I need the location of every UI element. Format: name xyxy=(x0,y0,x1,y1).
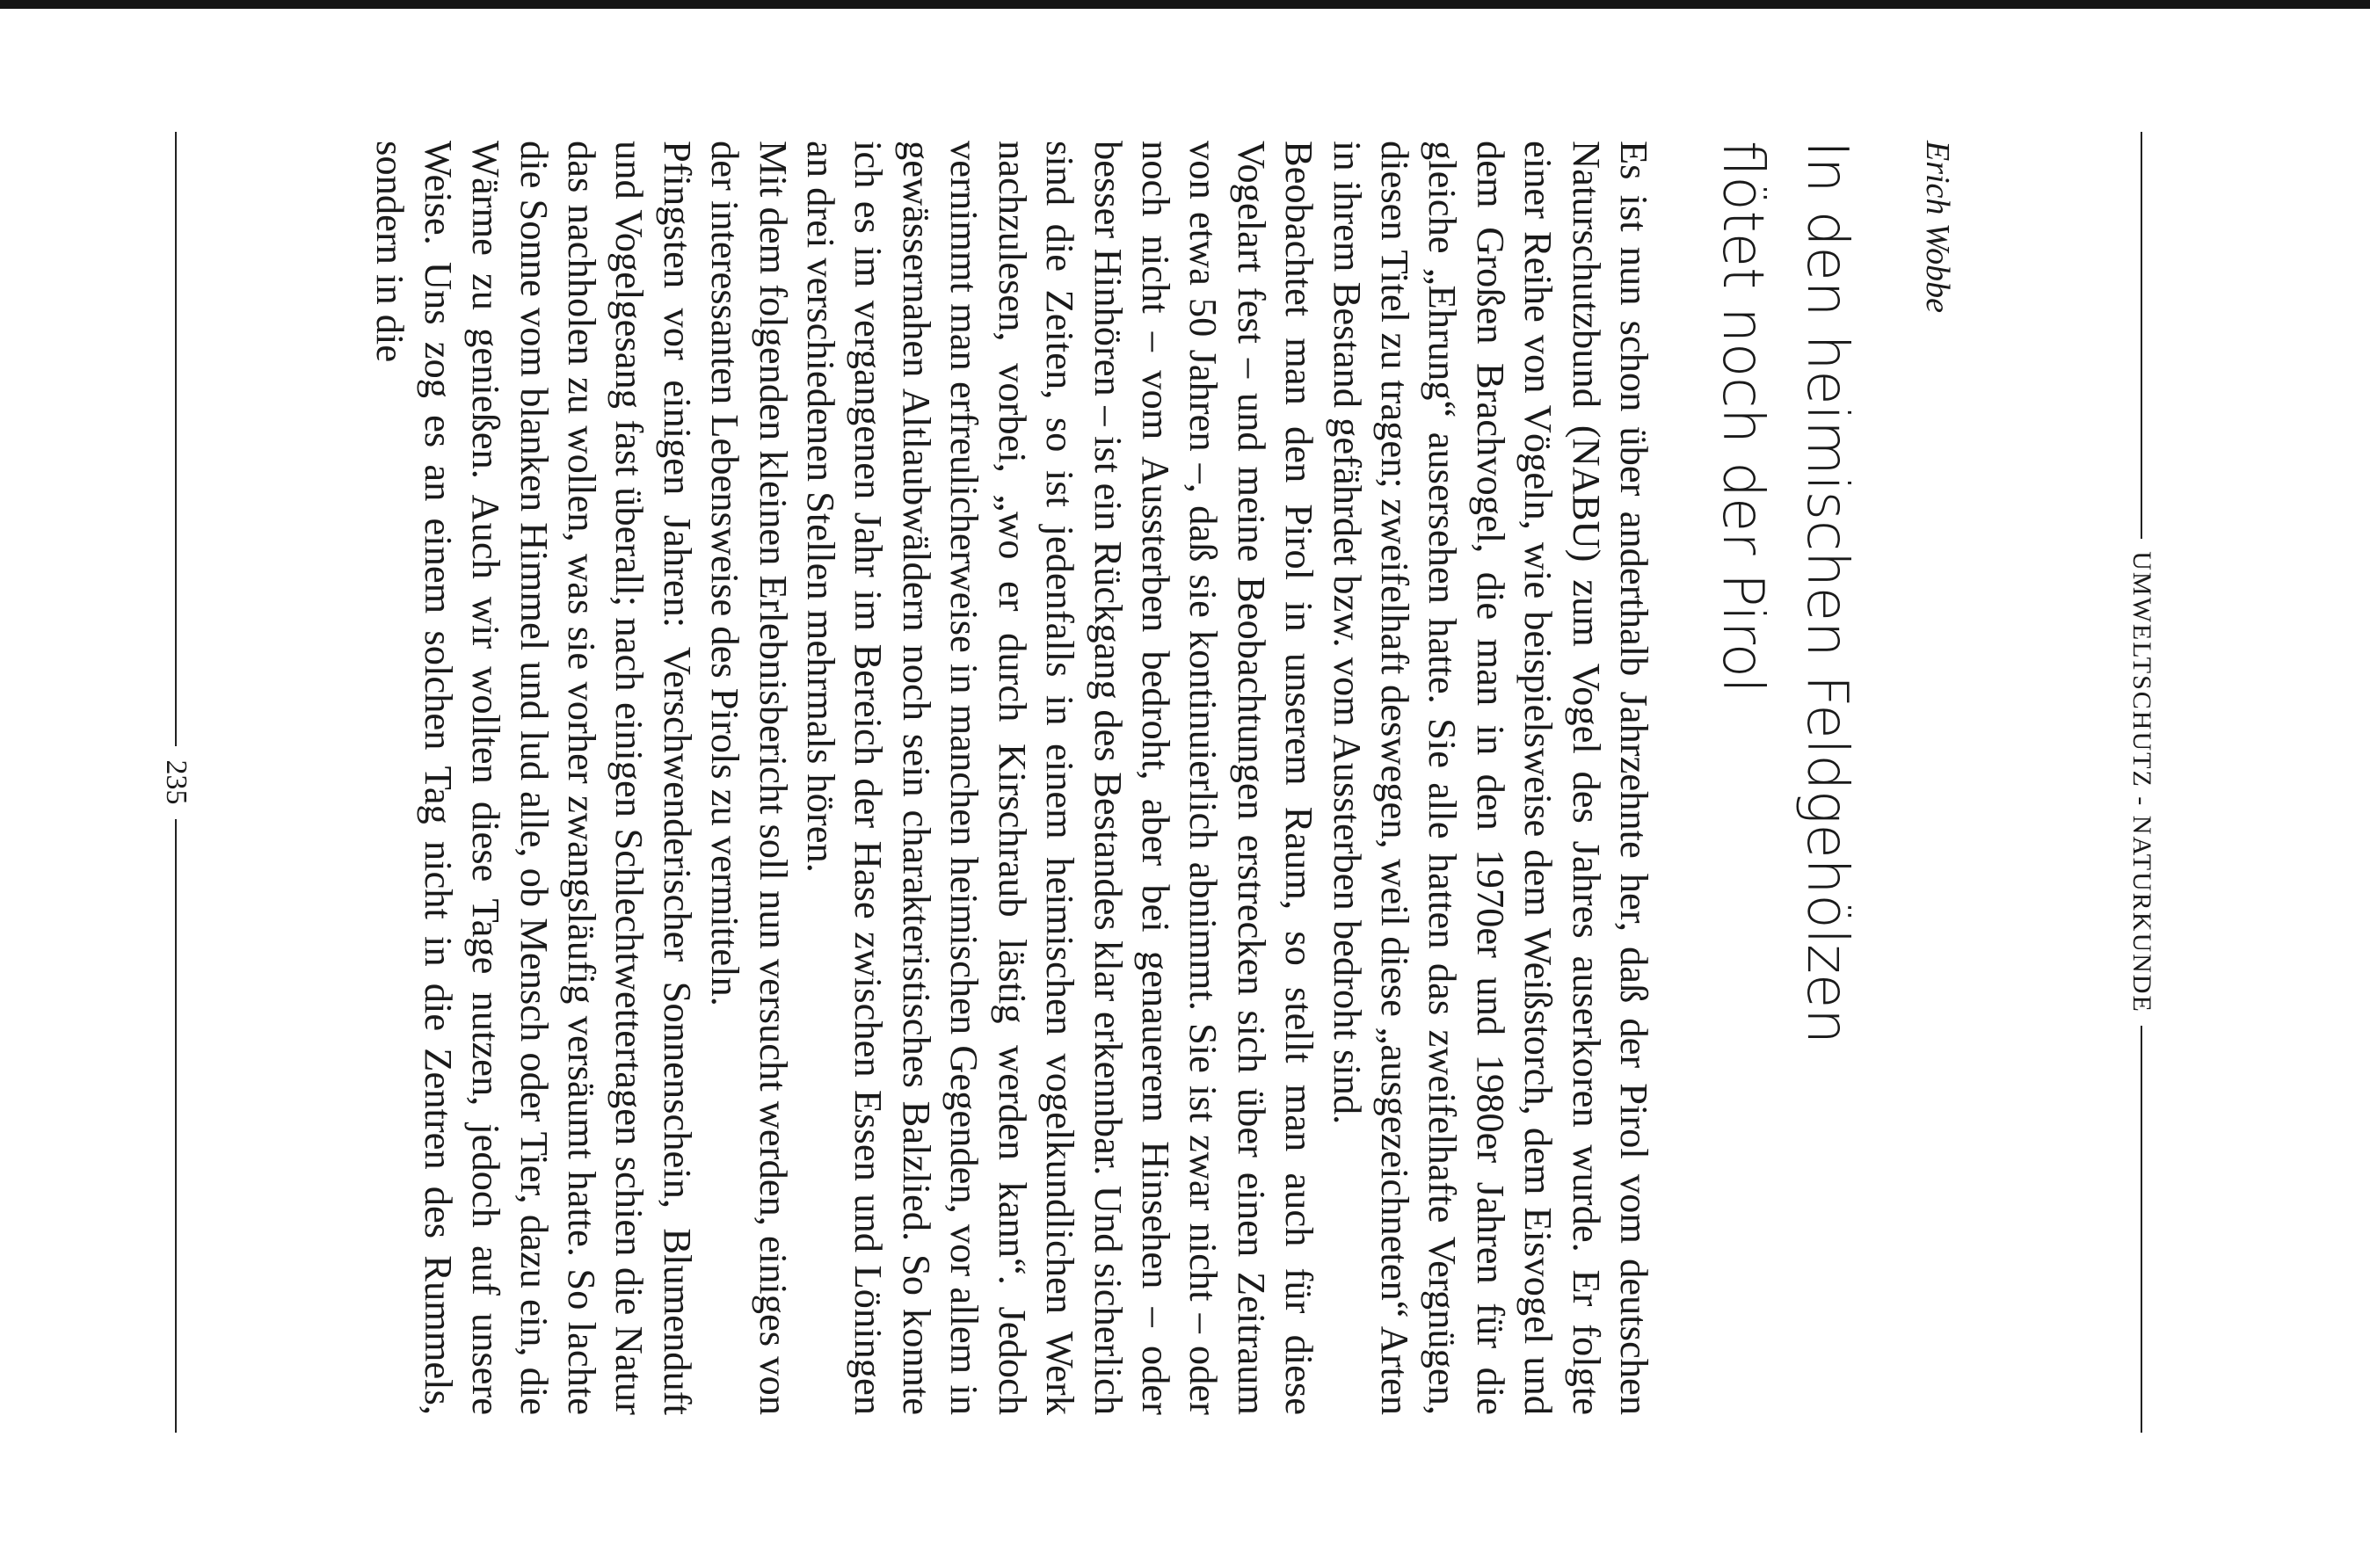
page-number: 235 xyxy=(160,759,193,805)
article-title xyxy=(1700,141,1869,1371)
title-line-1: In den heimischen Feldgehölzen xyxy=(1794,141,1859,1044)
paragraph-3: Mit dem folgenden kleinen Erlebnisbericht soll nun versucht werden, einiges von der interessanten Lebensweise des Pirols zu vermitteln. xyxy=(703,141,796,1415)
paragraph-1: Es ist nun schon über anderthalb Jahrzehnte her, daß der Pirol vom deutschen Naturschutzbund (NABU) zum Vogel des Jahres auserkoren wurde. Er folgte einer Reihe von Vögeln, wie beispielsweise dem Weißstorch, dem Eisvogel und dem Großen Brachvogel, die man in den 1970er und 1980er Jahren für die gleiche „Ehrung“ ausersehen hatte. Sie alle hatten das zweifelhafte Vergnügen, diesen Titel zu tragen; zweifelhaft deswegen, weil diese „ausgezeichneten“ Arten in ihrem Bestand gefährdet bzw. vom Aussterben bedroht sind. xyxy=(1325,141,1656,1415)
header-rule-left xyxy=(2141,132,2142,539)
footer-rule-right xyxy=(175,819,177,1434)
page-footer xyxy=(158,132,193,1433)
title-line-2: flötet noch der Pirol xyxy=(1710,141,1775,693)
running-head-text: UMWELTSCHUTZ - NATURKUNDE xyxy=(2127,551,2156,1013)
author-name: Erich Wobbe xyxy=(1919,141,1956,313)
running-header xyxy=(2124,132,2159,1433)
article-body xyxy=(367,141,1658,1415)
footer-rule-left xyxy=(175,132,177,746)
paragraph-4: Pfingsten vor einigen Jahren: Verschwenderischer Sonnenschein, Blumenduft und Vogelgesang fast überall; nach einigen Schlechtwettertagen schien die Natur das nachholen zu wollen, was sie vorher zwangsläufig versäumt hatte. So lachte die Sonne vom blanken Himmel und lud alle, ob Mensch oder Tier, dazu ein, die Wärme zu genießen. Auch wir wollten diese Tage nutzen, jedoch auf unsere Weise. Uns zog es an einem solchen Tag nicht in die Zentren des Rummels, sondern in die xyxy=(368,141,700,1415)
paragraph-2: Beobachtet man den Pirol in unserem Raum, so stellt man auch für diese Vogelart fest – und meine Beobachtungen erstrecken sich über einen Zeitraum von etwa 50 Jahren –, daß sie kontinuierlich abnimmt. Sie ist zwar nicht – oder noch nicht – vom Aussterben bedroht, aber bei genauerem Hinsehen – oder besser Hinhören – ist ein Rückgang des Bestandes klar erkennbar. Und sicherlich sind die Zeiten, so ist jedenfalls in einem heimischen vogelkundlichen Werk nachzulesen, vorbei, „wo er durch Kirschraub lästig werden kann“. Jedoch vernimmt man erfreulicherweise in manchen heimischen Gegenden, vor allem in gewässernahen Altlaubwäldern noch sein charakteristisches Balzlied. So konnte ich es im vergangenen Jahr im Bereich der Hase zwischen Essen und Löningen an drei verschiedenen Stellen mehrmals hören. xyxy=(799,141,1322,1415)
header-rule-right xyxy=(2141,1026,2142,1433)
